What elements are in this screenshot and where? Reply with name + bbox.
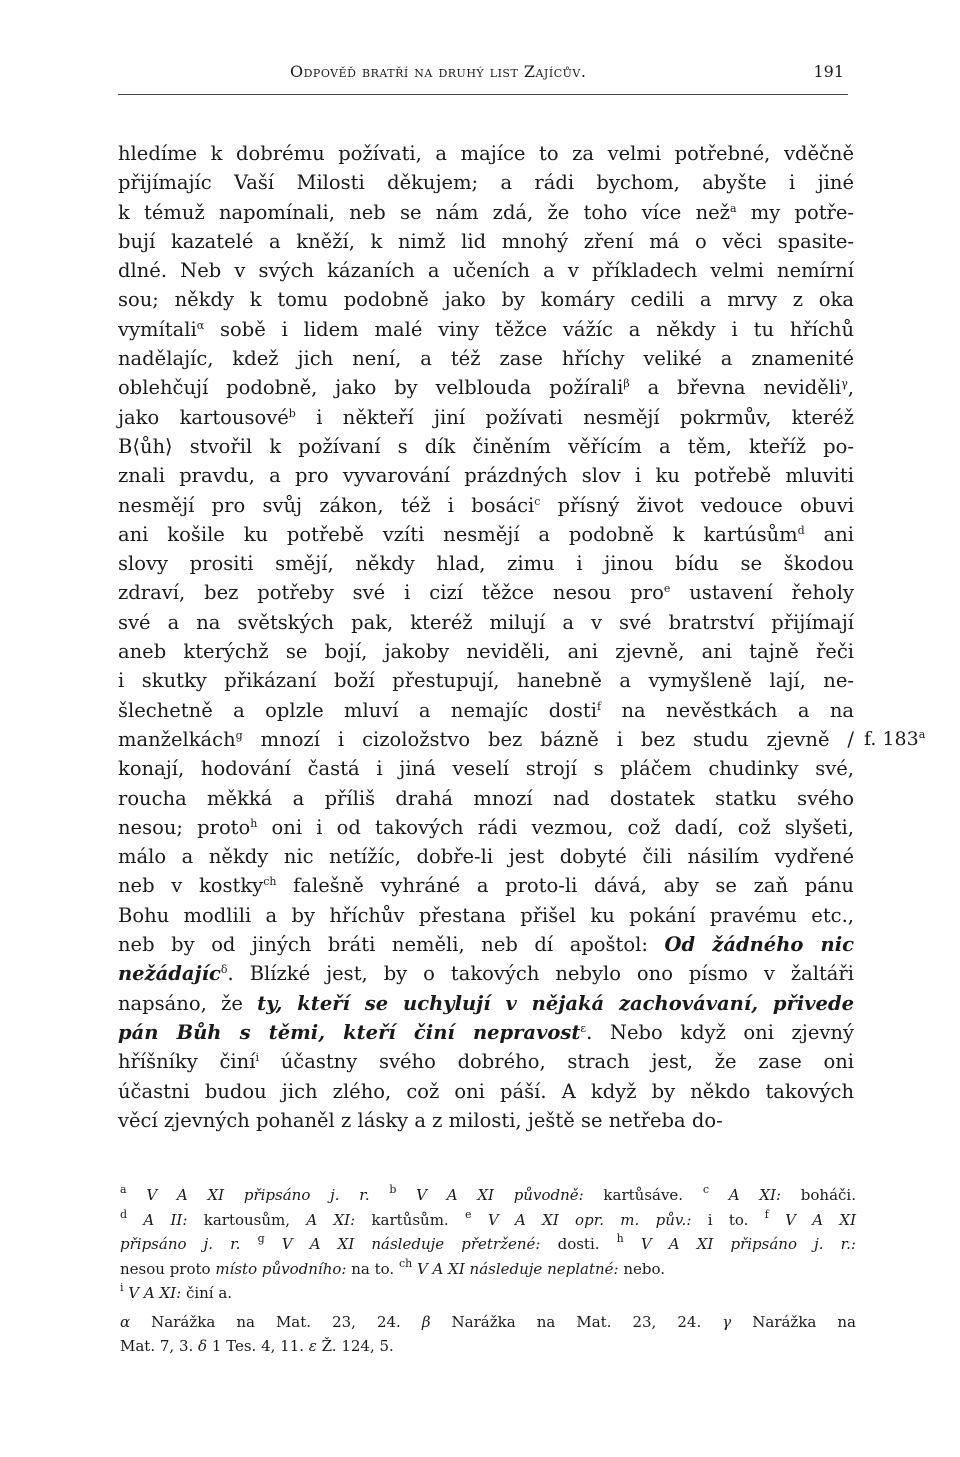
footnote-marker: γ [841,377,848,391]
text-run: přijímajíc Vaší Milosti děkujem; a rádi bychom, abyšte i jiné [118,171,854,195]
text-run: Narážka na Mat. 23, 24. [430,1312,723,1331]
text-run: γ [722,1312,732,1331]
text-line [118,461,854,490]
text-line [118,315,854,344]
text-run: jako kartousové [118,405,289,429]
footnote-line [120,1257,856,1282]
text-line [118,403,854,432]
text-run: činí a. [181,1284,233,1302]
text-run: k témuž napomínali, neb se nám zdá, že toho více než [118,200,730,224]
text-run: V A XI následuje neplatné: [412,1259,619,1278]
text-run: místo původního: [215,1259,347,1278]
footnote-line [120,1183,856,1208]
text-run: málo a někdy nic netížíc, dobře-li jest dobyté čili násilím vydřené [118,845,854,869]
footnote-line [120,1281,856,1306]
text-line [118,198,854,227]
text-run: i skutky přikázaní boží přestupují, hanebně a vymyšleně lají, ne- [118,669,854,693]
footnote-marker: b [288,406,296,420]
text-line [118,344,854,373]
text-run: nesou; proto [118,815,251,839]
text-run: kartůsáve. [583,1186,703,1204]
running-header [118,60,848,95]
footnote-marker: i [120,1281,124,1294]
text-run: . Blízké jest, by o takových nebylo ono písmo v žaltáři [227,962,854,986]
text-line [118,637,854,666]
text-run: V A XI původně: [396,1186,584,1204]
text-run: ani [804,522,854,546]
text-line [118,1047,854,1076]
text-run: falešně vyhráné a proto-li dává, aby se zaň pánu [276,874,854,898]
running-title: Odpověď bratří na druhý list Zajícův. [290,62,587,81]
text-run: V A XI následuje přetržené: [264,1235,541,1253]
text-line [118,256,854,285]
text-line [118,520,854,549]
text-line [118,1018,854,1047]
text-run: šlechetně a oplzle mluví a nemajíc dosti [118,698,598,722]
text-run: ustavení řeholy [670,581,854,605]
text-line [118,139,854,168]
text-line [118,725,926,754]
text-run: nesmějí pro svůj zákon, též i bosáci [118,493,535,517]
text-run: V A XI opr. m. pův.: [471,1210,692,1229]
text-run: δ [198,1337,208,1355]
footnote-marker: a [120,1183,127,1196]
footnote-marker: β [623,377,630,391]
text-run: Ž. 124, 5. [316,1337,394,1355]
text-run: na nevěstkách a na [601,698,855,722]
text-run: věcí zjevných pohaněl z lásky a z milosti, ještě se netřeba do- [118,1108,723,1132]
text-run: na to. [346,1259,399,1278]
text-run: boháči. [781,1186,856,1204]
text-line [118,1077,854,1106]
text-run: slovy prositi smějí, někdy hlad, zimu i jinou bídu se škodou [118,552,854,576]
footnote-marker: i [255,1051,259,1065]
text-run: β [421,1312,431,1331]
text-line [118,696,854,725]
footnote-marker: f [764,1207,769,1221]
text-line [118,1106,854,1135]
text-run: neb by od jiných bráti neměli, neb dí apoštol: [118,933,665,957]
text-line [118,227,854,256]
text-run: znali pravdu, a pro vyvarování prázdných slov i ku potřebě mluviti [118,464,854,488]
text-run: sobě i lidem malé viny těžce vážíc a někdy i tu hříchů [204,317,854,341]
text-line [118,930,854,959]
text-run: my potře- [736,200,854,224]
footnote-marker: f [597,699,602,713]
text-run: hledíme k dobrému požívati, a majíce to za velmi potřebné, vděčně [118,142,854,165]
text-line [118,432,854,461]
text-run: A XI: [306,1210,356,1229]
text-line [118,989,854,1018]
text-run: V A XI připsáno j. r. [126,1186,370,1204]
text-line [118,578,854,607]
text-line [118,608,854,637]
text-run: kartůsům. [355,1210,466,1229]
text-run: i někteří jiní požívati nesmějí pokrmův, kteréž [295,405,854,429]
footnote-marker: α [196,318,205,332]
text-run: dosti. [540,1235,617,1253]
footnote-marker: a [729,201,737,215]
footnote-marker: g [257,1232,265,1245]
text-run: nežádajíc [118,962,221,986]
text-run: Narážka na [731,1312,856,1331]
text-run: Od žádného nic [664,933,854,957]
footnote-marker: ch [398,1256,413,1270]
text-run: B⟨ůh⟩ stvořil k požívaní s dík činěním věřícím a těm, kteříž po- [118,434,854,458]
text-run: pán Bůh s těmi, kteří činí nepravost [118,1020,581,1044]
text-run: V A XI [768,1210,856,1229]
text-run: nadělajíc, kdež jich není, a též zase hříchy veliké a znamenité [118,347,854,371]
text-run: roucha měkká a příliš drahá mnozí nad dostatek statku svého [118,786,854,810]
text-run: aneb kterýchž se bojí, jakoby neviděli, ani zjevně, ani tajně řeči [118,640,854,664]
text-run: Narážka na Mat. 23, 24. [130,1312,422,1331]
text-line [118,285,854,314]
footnote-line [120,1334,856,1359]
text-run: A II: [127,1210,188,1229]
text-run: napsáno, že [118,991,258,1015]
footnotes [120,1183,856,1359]
footnote-marker: ε [580,1021,587,1035]
text-run: manželkách [118,727,236,751]
text-run: ani košile ku potřebě vzíti nesmějí a podobně k kartúsům [118,522,798,546]
text-run: nebo. [618,1259,666,1278]
text-run: konají, hodování častá i jiná veselí strojí s pláčem chudinky své, [118,757,854,781]
footnote-marker: d [120,1207,128,1221]
text-run: vymítali [118,317,197,341]
text-run: 1 Tes. 4, 11. [207,1337,309,1355]
footnote-line [120,1208,856,1233]
footnote-marker: g [235,728,243,742]
text-run: neb v kostky [118,874,264,898]
text-run: zdraví, bez potřeby své i cizí těžce nesou pro [118,581,664,605]
footnote-marker: δ [220,963,228,977]
footnote-marker: b [389,1183,397,1196]
text-run: ε [308,1337,317,1355]
text-run: oni i od takových rádi vezmou, což dadí, což slyšeti, [257,815,854,839]
text-run: α [120,1312,131,1331]
folio-margin-note [864,725,925,754]
text-run: sou; někdy k tomu podobně jako by komáry cedili a mrvy z oka [118,288,854,312]
text-run: . Nebo když oni zjevný [586,1020,854,1044]
footnote-marker: e [465,1207,472,1221]
footnote-marker: c [702,1183,710,1196]
text-run: přísný život vedouce obuvi [540,493,854,517]
footnote-line [120,1232,856,1257]
text-run: V A XI připsáno j. r.: [623,1235,856,1253]
text-run: ty, kteří se uchylují v nějaká zachovávaní, přivede [257,991,855,1015]
footnote-marker: d [797,523,805,537]
footnote-marker: h [250,816,258,830]
text-line [118,754,854,783]
folio-sup: a [918,727,926,741]
text-run: , [847,376,854,400]
footnote-marker: h [616,1232,624,1245]
text-run: kartousům, [187,1210,307,1229]
text-run: nesou proto [120,1259,216,1278]
text-line [118,871,854,900]
footnote-marker: c [534,494,541,508]
footnote-line [120,1310,856,1335]
text-run [240,1235,257,1253]
text-line [118,901,854,930]
text-line [118,373,854,402]
text-run: i to. [691,1210,765,1229]
text-line [118,549,854,578]
text-line [118,168,854,197]
text-run: Mat. 7, 3. [120,1337,199,1355]
text-run: účastni budou jich zlého, což oni páší. A když by někdo takových [118,1079,854,1103]
text-run: oblehčují podobně, jako by velblouda požírali [118,376,624,400]
text-run: dlné. Neb v svých kázaních a učeních a v příkladech velmi nemírní [118,259,854,283]
text-run: bují kazatelé a kněží, k nimž lid mnohý zření má o věci spasite- [118,229,854,253]
text-line [118,784,854,813]
text-line [118,842,854,871]
text-line [118,959,854,988]
text-run: A XI: [709,1186,782,1204]
text-line [118,491,854,520]
main-text [118,139,926,1135]
text-run: V A XI: [123,1284,182,1302]
text-run: Bohu modlili a by hříchův přestana přišel ku pokání pravému etc., [118,903,854,927]
text-run: připsáno j. r. [120,1235,241,1253]
footnote-marker: e [663,582,671,596]
text-run: mnozí i cizoložstvo bez bázně i bez studu zjevně / [242,727,854,751]
text-run: hříšníky činí [118,1050,256,1074]
page-number: 191 [813,62,844,81]
footnote-marker: ch [263,875,277,889]
text-run: a břevna neviděli [629,376,842,400]
text-run: své a na světských pak, kteréž milují a v své bratrství přijímají [118,610,854,634]
folio-label: f. 183 [864,727,919,750]
text-line [118,813,854,842]
text-line [118,666,854,695]
text-run: účastny svého dobrého, strach jest, že zase oni [258,1050,855,1074]
text-run [370,1186,390,1204]
